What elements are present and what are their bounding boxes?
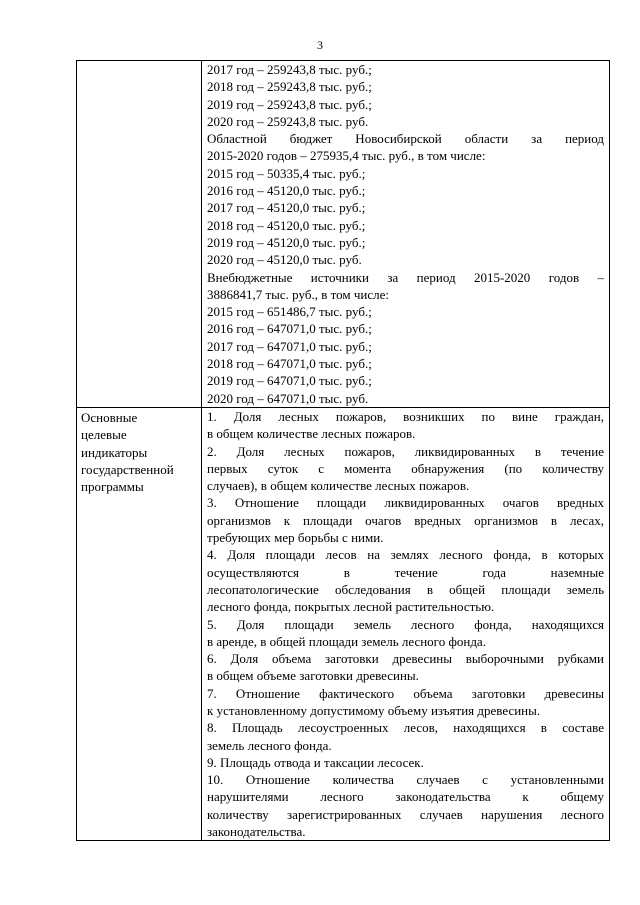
funding-label-cell xyxy=(77,61,202,408)
funding-details-cell xyxy=(202,61,610,408)
funding-line: 2016 год – 45120,0 тыс. руб.; xyxy=(207,183,366,199)
indicator-line: первых суток с момента обнаружения (по количеству xyxy=(207,460,604,476)
indicator-line: организмов к площади очагов вредных организмов в лесах, xyxy=(207,512,604,528)
indicator-line: осуществляются в течение года наземные xyxy=(207,564,604,580)
funding-line: Областной бюджет Новосибирской области за период xyxy=(207,131,604,147)
indicator-line: 5. Доля площади земель лесного фонда, находящихся xyxy=(207,616,604,632)
indicators-list-cell xyxy=(202,407,610,840)
funding-line: 2020 год – 647071,0 тыс. руб. xyxy=(207,390,369,406)
funding-line: 2019 год – 45120,0 тыс. руб.; xyxy=(207,234,366,250)
indicators-label-line: государственной xyxy=(81,461,174,477)
indicator-line: 9. Площадь отвода и таксации лесосек. xyxy=(207,754,424,770)
funding-line: 2015-2020 годов – 275935,4 тыс. руб., в том числе: xyxy=(207,148,486,164)
indicator-line: 6. Доля объема заготовки древесины выборочными рубками xyxy=(207,651,604,667)
indicators-label-line: программы xyxy=(81,479,144,495)
indicator-line: 10. Отношение количества случаев с установленными xyxy=(207,772,604,788)
funding-line: 2019 год – 259243,8 тыс. руб.; xyxy=(207,96,372,112)
page-number: 3 xyxy=(317,38,323,52)
funding-line: 2019 год – 647071,0 тыс. руб.; xyxy=(207,373,372,389)
funding-line: Внебюджетные источники за период 2015-2020 годов – xyxy=(207,269,604,285)
funding-line: 2017 год – 647071,0 тыс. руб.; xyxy=(207,338,372,354)
funding-line: 2015 год – 651486,7 тыс. руб.; xyxy=(207,304,372,320)
funding-line: 2018 год – 647071,0 тыс. руб.; xyxy=(207,356,372,372)
indicator-line: в аренде, в общей площади земель лесного фонда. xyxy=(207,633,486,649)
indicator-line: 7. Отношение фактического объема заготовки древесины xyxy=(207,685,604,701)
indicator-line: земель лесного фонда. xyxy=(207,737,332,753)
indicator-line: в общем объеме заготовки древесины. xyxy=(207,668,419,684)
indicator-line: в общем количестве лесных пожаров. xyxy=(207,426,416,442)
funding-row xyxy=(77,61,610,408)
indicator-line: лесного фонда, покрытых лесной растительностью. xyxy=(207,599,495,615)
funding-line: 2018 год – 259243,8 тыс. руб.; xyxy=(207,79,372,95)
passport-table xyxy=(76,60,610,841)
funding-line: 3886841,7 тыс. руб., в том числе: xyxy=(207,286,389,302)
funding-line: 2017 год – 45120,0 тыс. руб.; xyxy=(207,200,366,216)
indicator-line: законодательства. xyxy=(207,824,306,840)
funding-line: 2018 год – 45120,0 тыс. руб.; xyxy=(207,217,366,233)
indicators-label xyxy=(77,408,201,496)
funding-line: 2020 год – 45120,0 тыс. руб. xyxy=(207,252,362,268)
indicators-label-line: Основные xyxy=(81,409,138,425)
indicator-line: требующих мер борьбы с ними. xyxy=(207,530,384,546)
funding-line: 2017 год – 259243,8 тыс. руб.; xyxy=(207,62,372,77)
indicator-line: 8. Площадь лесоустроенных лесов, находящихся в составе xyxy=(207,720,604,736)
indicator-line: лесопатологические обследования в общей площади земель xyxy=(207,581,604,597)
indicator-line: к установленному допустимому объему изъятия древесины. xyxy=(207,702,541,718)
indicator-line: количеству зарегистрированных случаев нарушения лесного xyxy=(207,806,604,822)
indicator-line: 3. Отношение площади ликвидированных очагов вредных xyxy=(207,495,604,511)
indicators-label-line: индикаторы xyxy=(81,444,148,460)
indicators-label-cell xyxy=(77,407,202,840)
indicator-line: 2. Доля лесных пожаров, ликвидированных в течение xyxy=(207,443,604,459)
funding-line: 2020 год – 259243,8 тыс. руб. xyxy=(207,113,369,129)
indicator-line: 1. Доля лесных пожаров, возникших по вине граждан, xyxy=(207,408,604,424)
indicator-line: 4. Доля площади лесов на землях лесного фонда, в которых xyxy=(207,547,604,563)
funding-line: 2016 год – 647071,0 тыс. руб.; xyxy=(207,321,372,337)
indicator-line: случаев), в общем количестве лесных пожаров. xyxy=(207,478,470,494)
indicator-line: нарушителями лесного законодательства к общему xyxy=(207,789,604,805)
funding-line: 2015 год – 50335,4 тыс. руб.; xyxy=(207,165,366,181)
funding-label xyxy=(77,61,201,63)
indicators-row xyxy=(77,407,610,840)
indicators-label-line: целевые xyxy=(81,427,127,443)
